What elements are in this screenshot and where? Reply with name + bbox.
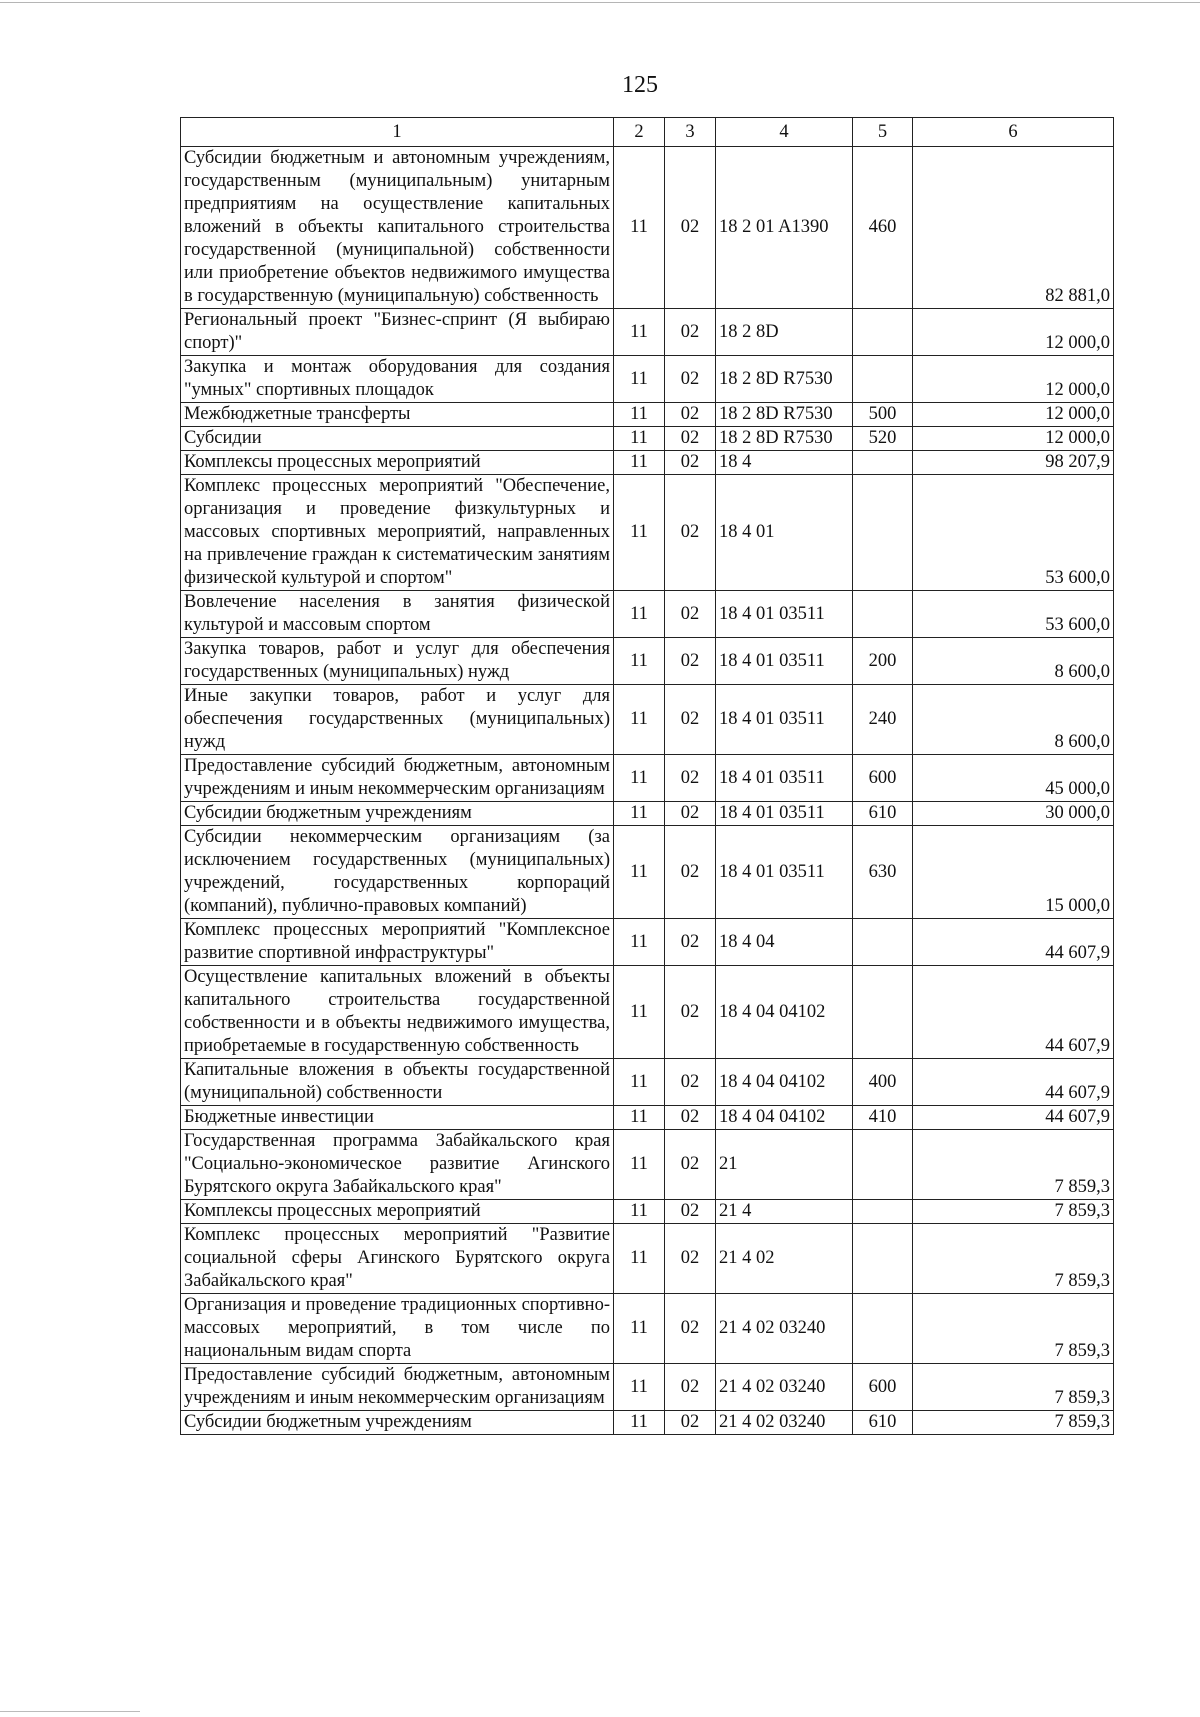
row-section: 11 xyxy=(614,427,665,451)
row-subsection: 02 xyxy=(665,451,716,475)
row-section: 11 xyxy=(614,966,665,1059)
row-subsection: 02 xyxy=(665,826,716,919)
row-section: 11 xyxy=(614,638,665,685)
row-amount: 12 000,0 xyxy=(913,403,1114,427)
row-name: Предоставление субсидий бюджетным, автономным учреждениям и иным некоммерческим организациям xyxy=(181,755,614,802)
row-amount: 8 600,0 xyxy=(913,685,1114,755)
row-target-article: 18 4 01 03511 xyxy=(716,802,853,826)
table-row xyxy=(181,147,1114,309)
table-row xyxy=(181,309,1114,356)
row-target-article: 18 4 01 03511 xyxy=(716,591,853,638)
row-target-article: 21 4 xyxy=(716,1200,853,1224)
table-row xyxy=(181,1106,1114,1130)
header-col-1: 1 xyxy=(181,118,614,147)
row-subsection: 02 xyxy=(665,309,716,356)
header-col-5: 5 xyxy=(853,118,913,147)
row-section: 11 xyxy=(614,1364,665,1411)
table-row xyxy=(181,919,1114,966)
row-name: Закупка и монтаж оборудования для создания "умных" спортивных площадок xyxy=(181,356,614,403)
page-number: 125 xyxy=(622,72,658,98)
table-row xyxy=(181,427,1114,451)
row-target-article: 18 2 01 A1390 xyxy=(716,147,853,309)
row-section: 11 xyxy=(614,1411,665,1435)
row-section: 11 xyxy=(614,1294,665,1364)
row-section: 11 xyxy=(614,802,665,826)
row-subsection: 02 xyxy=(665,919,716,966)
header-col-2: 2 xyxy=(614,118,665,147)
row-expense-type: 630 xyxy=(853,826,913,919)
row-target-article: 21 xyxy=(716,1130,853,1200)
bottom-scan-edge xyxy=(0,1711,140,1712)
row-target-article: 18 4 04 04102 xyxy=(716,966,853,1059)
table-row xyxy=(181,1200,1114,1224)
header-col-4: 4 xyxy=(716,118,853,147)
row-target-article: 21 4 02 xyxy=(716,1224,853,1294)
row-target-article: 18 4 01 03511 xyxy=(716,638,853,685)
row-subsection: 02 xyxy=(665,685,716,755)
row-name: Бюджетные инвестиции xyxy=(181,1106,614,1130)
row-amount: 7 859,3 xyxy=(913,1200,1114,1224)
row-section: 11 xyxy=(614,147,665,309)
row-amount: 7 859,3 xyxy=(913,1294,1114,1364)
row-expense-type xyxy=(853,1130,913,1200)
row-subsection: 02 xyxy=(665,1224,716,1294)
row-amount: 82 881,0 xyxy=(913,147,1114,309)
row-expense-type: 500 xyxy=(853,403,913,427)
header-row xyxy=(181,118,1114,147)
row-subsection: 02 xyxy=(665,1200,716,1224)
row-expense-type xyxy=(853,919,913,966)
row-name: Капитальные вложения в объекты государственной (муниципальной) собственности xyxy=(181,1059,614,1106)
row-amount: 44 607,9 xyxy=(913,919,1114,966)
row-expense-type xyxy=(853,356,913,403)
row-subsection: 02 xyxy=(665,802,716,826)
top-scan-edge xyxy=(0,2,1200,3)
row-amount: 98 207,9 xyxy=(913,451,1114,475)
row-subsection: 02 xyxy=(665,427,716,451)
row-expense-type: 240 xyxy=(853,685,913,755)
row-name: Вовлечение населения в занятия физической культурой и массовым спортом xyxy=(181,591,614,638)
table-row xyxy=(181,356,1114,403)
row-section: 11 xyxy=(614,475,665,591)
row-amount: 15 000,0 xyxy=(913,826,1114,919)
row-subsection: 02 xyxy=(665,638,716,685)
table-row xyxy=(181,451,1114,475)
row-amount: 7 859,3 xyxy=(913,1411,1114,1435)
row-section: 11 xyxy=(614,1059,665,1106)
row-section: 11 xyxy=(614,755,665,802)
row-amount: 45 000,0 xyxy=(913,755,1114,802)
row-section: 11 xyxy=(614,1224,665,1294)
row-amount: 44 607,9 xyxy=(913,966,1114,1059)
row-target-article: 18 4 04 xyxy=(716,919,853,966)
row-name: Межбюджетные трансферты xyxy=(181,403,614,427)
table-row xyxy=(181,1059,1114,1106)
row-name: Предоставление субсидий бюджетным, автономным учреждениям и иным некоммерческим организациям xyxy=(181,1364,614,1411)
row-subsection: 02 xyxy=(665,1364,716,1411)
row-amount: 12 000,0 xyxy=(913,356,1114,403)
table-row xyxy=(181,403,1114,427)
row-subsection: 02 xyxy=(665,356,716,403)
row-target-article: 18 4 01 xyxy=(716,475,853,591)
row-amount: 12 000,0 xyxy=(913,427,1114,451)
row-expense-type: 520 xyxy=(853,427,913,451)
row-subsection: 02 xyxy=(665,1106,716,1130)
row-amount: 12 000,0 xyxy=(913,309,1114,356)
row-section: 11 xyxy=(614,1200,665,1224)
table-row xyxy=(181,1130,1114,1200)
row-section: 11 xyxy=(614,826,665,919)
header-col-6: 6 xyxy=(913,118,1114,147)
row-subsection: 02 xyxy=(665,1130,716,1200)
row-name: Региональный проект "Бизнес-спринт (Я выбираю спорт)" xyxy=(181,309,614,356)
row-expense-type xyxy=(853,1224,913,1294)
row-expense-type: 600 xyxy=(853,1364,913,1411)
row-target-article: 18 4 xyxy=(716,451,853,475)
row-amount: 8 600,0 xyxy=(913,638,1114,685)
row-amount: 44 607,9 xyxy=(913,1106,1114,1130)
row-section: 11 xyxy=(614,1130,665,1200)
row-expense-type: 600 xyxy=(853,755,913,802)
row-section: 11 xyxy=(614,403,665,427)
row-target-article: 18 2 8D R7530 xyxy=(716,403,853,427)
row-target-article: 18 4 01 03511 xyxy=(716,685,853,755)
row-amount: 7 859,3 xyxy=(913,1364,1114,1411)
table-row xyxy=(181,685,1114,755)
row-amount: 53 600,0 xyxy=(913,591,1114,638)
row-section: 11 xyxy=(614,1106,665,1130)
budget-table xyxy=(180,117,1114,1435)
row-name: Комплекс процессных мероприятий "Развитие социальной сферы Агинского Бурятского округа Забайкальского края" xyxy=(181,1224,614,1294)
table-row xyxy=(181,591,1114,638)
table-body xyxy=(181,147,1114,1435)
row-name: Комплексы процессных мероприятий xyxy=(181,1200,614,1224)
row-subsection: 02 xyxy=(665,147,716,309)
row-target-article: 18 4 01 03511 xyxy=(716,755,853,802)
row-expense-type xyxy=(853,475,913,591)
row-target-article: 18 2 8D R7530 xyxy=(716,356,853,403)
row-section: 11 xyxy=(614,451,665,475)
row-section: 11 xyxy=(614,356,665,403)
table-row xyxy=(181,475,1114,591)
row-name: Субсидии бюджетным учреждениям xyxy=(181,1411,614,1435)
table-row xyxy=(181,1364,1114,1411)
row-name: Закупка товаров, работ и услуг для обеспечения государственных (муниципальных) нужд xyxy=(181,638,614,685)
row-subsection: 02 xyxy=(665,403,716,427)
row-name: Субсидии некоммерческим организациям (за исключением государственных (муниципальных) учреждений, государственных корпораций (компаний), публично-правовых компаний) xyxy=(181,826,614,919)
row-name: Комплекс процессных мероприятий "Обеспечение, организация и проведение физкультурных и массовых спортивных мероприятий, направленных на привлечение граждан к систематическим занятиям физической культурой и спортом" xyxy=(181,475,614,591)
row-amount: 53 600,0 xyxy=(913,475,1114,591)
row-name: Организация и проведение традиционных спортивно-массовых мероприятий, в том числе по национальным видам спорта xyxy=(181,1294,614,1364)
row-expense-type: 610 xyxy=(853,1411,913,1435)
table-row xyxy=(181,638,1114,685)
row-name: Комплекс процессных мероприятий "Комплексное развитие спортивной инфраструктуры" xyxy=(181,919,614,966)
row-subsection: 02 xyxy=(665,966,716,1059)
row-expense-type: 400 xyxy=(853,1059,913,1106)
row-section: 11 xyxy=(614,685,665,755)
row-section: 11 xyxy=(614,591,665,638)
row-target-article: 18 4 04 04102 xyxy=(716,1106,853,1130)
row-subsection: 02 xyxy=(665,1411,716,1435)
row-name: Комплексы процессных мероприятий xyxy=(181,451,614,475)
row-amount: 7 859,3 xyxy=(913,1224,1114,1294)
row-name: Субсидии бюджетным и автономным учреждениям, государственным (муниципальным) унитарным предприятиям на осуществление капитальных вложений в объекты капитального строительства государственной (муниципальной) собственности или приобретение объектов недвижимого имущества в государственную (муниципальную) собственность xyxy=(181,147,614,309)
row-subsection: 02 xyxy=(665,591,716,638)
row-name: Субсидии xyxy=(181,427,614,451)
row-expense-type xyxy=(853,591,913,638)
row-section: 11 xyxy=(614,309,665,356)
table-row xyxy=(181,1411,1114,1435)
row-expense-type xyxy=(853,1294,913,1364)
row-section: 11 xyxy=(614,919,665,966)
row-target-article: 21 4 02 03240 xyxy=(716,1411,853,1435)
row-name: Иные закупки товаров, работ и услуг для обеспечения государственных (муниципальных) нужд xyxy=(181,685,614,755)
row-expense-type xyxy=(853,309,913,356)
row-amount: 7 859,3 xyxy=(913,1130,1114,1200)
row-expense-type: 200 xyxy=(853,638,913,685)
row-target-article: 18 2 8D xyxy=(716,309,853,356)
row-subsection: 02 xyxy=(665,1059,716,1106)
row-expense-type xyxy=(853,1200,913,1224)
row-target-article: 18 4 04 04102 xyxy=(716,1059,853,1106)
row-expense-type xyxy=(853,451,913,475)
row-subsection: 02 xyxy=(665,475,716,591)
row-subsection: 02 xyxy=(665,755,716,802)
row-amount: 44 607,9 xyxy=(913,1059,1114,1106)
row-target-article: 18 2 8D R7530 xyxy=(716,427,853,451)
row-target-article: 18 4 01 03511 xyxy=(716,826,853,919)
row-amount: 30 000,0 xyxy=(913,802,1114,826)
table-row xyxy=(181,1294,1114,1364)
table-row xyxy=(181,826,1114,919)
row-name: Государственная программа Забайкальского края "Социально-экономическое развитие Агинского Бурятского округа Забайкальского края" xyxy=(181,1130,614,1200)
table-row xyxy=(181,1224,1114,1294)
table-row xyxy=(181,802,1114,826)
row-expense-type: 410 xyxy=(853,1106,913,1130)
row-name: Субсидии бюджетным учреждениям xyxy=(181,802,614,826)
row-target-article: 21 4 02 03240 xyxy=(716,1294,853,1364)
row-target-article: 21 4 02 03240 xyxy=(716,1364,853,1411)
row-expense-type: 610 xyxy=(853,802,913,826)
table-row xyxy=(181,966,1114,1059)
header-col-3: 3 xyxy=(665,118,716,147)
row-name: Осуществление капитальных вложений в объекты капитального строительства государственной собственности и в объекты недвижимого имущества, приобретаемые в государственную собственность xyxy=(181,966,614,1059)
row-subsection: 02 xyxy=(665,1294,716,1364)
row-expense-type: 460 xyxy=(853,147,913,309)
table-row xyxy=(181,755,1114,802)
row-expense-type xyxy=(853,966,913,1059)
